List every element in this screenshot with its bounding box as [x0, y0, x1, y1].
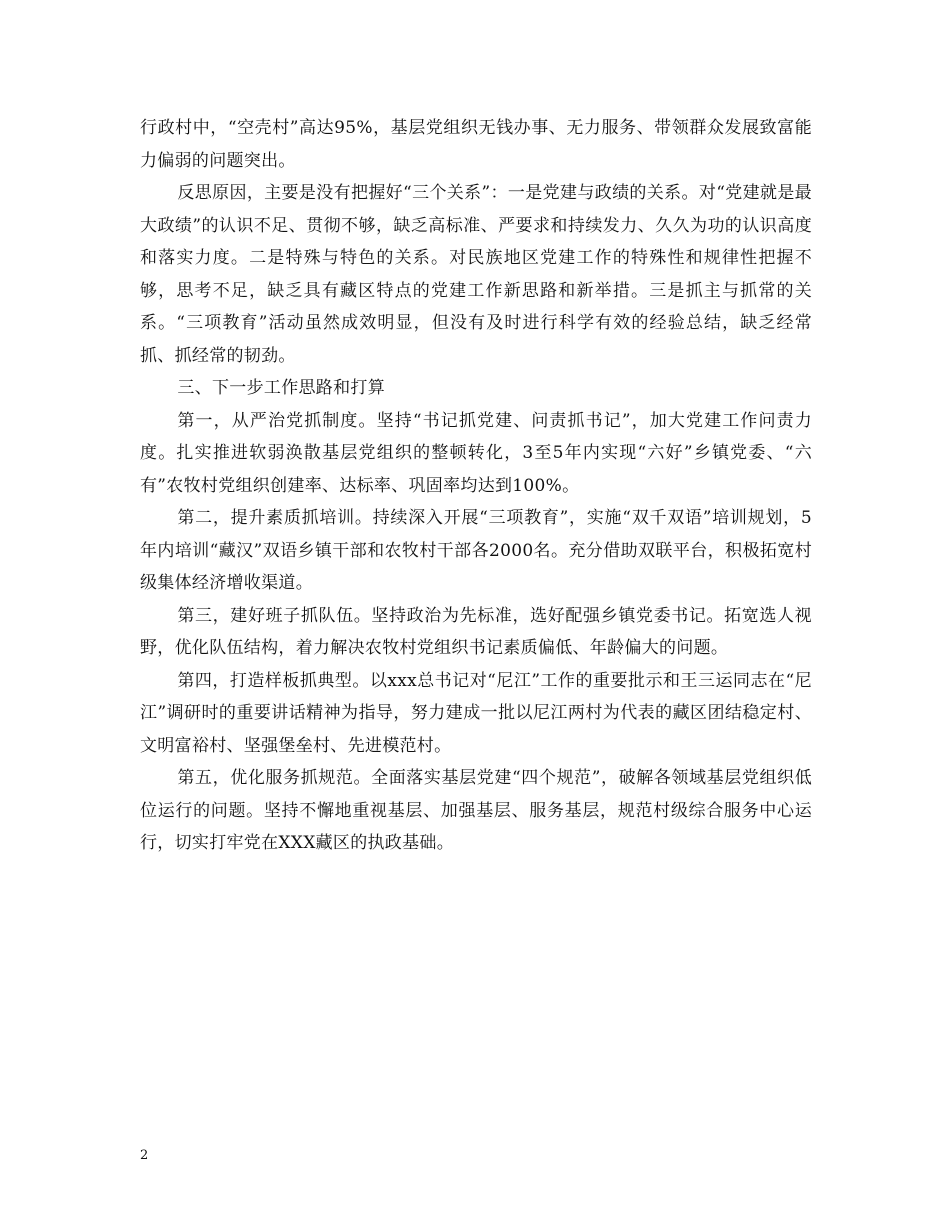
paragraph-point-4: 第四，打造样板抓典型。以xxx总书记对“尼江”工作的重要批示和王三运同志在“尼江”调研时的重要讲话精神为指导，努力建成一批以尼江两村为代表的藏区团结稳定村、文明富裕村、坚强堡垒村、先进模范村。: [140, 670, 812, 756]
paragraph-point-1: 第一，从严治党抓制度。坚持“书记抓党建、问责抓书记”，加大党建工作问责力度。扎实推进软弱涣散基层党组织的整顿转化，3至5年内实现“六好”乡镇党委、“六有”农牧村党组织创建率、达标率、巩固率均达到100%。: [140, 410, 812, 496]
paragraph-reflection: 反思原因，主要是没有把握好“三个关系”：一是党建与政绩的关系。对“党建就是最大政绩”的认识不足、贯彻不够，缺乏高标准、严要求和持续发力、久久为功的认识高度和落实力度。二是特殊与特色的关系。对民族地区党建工作的特殊性和规律性把握不够，思考不足，缺乏具有藏区特点的党建工作新思路和新举措。三是抓主与抓常的关系。“三项教育”活动虽然成效明显，但没有及时进行科学有效的经验总结，缺乏经常抓、抓经常的韧劲。: [140, 183, 812, 366]
paragraph-point-3: 第三，建好班子抓队伍。坚持政治为先标准，选好配强乡镇党委书记。拓宽选人视野，优化队伍结构，着力解决农牧村党组织书记素质偏低、年龄偏大的问题。: [140, 605, 812, 658]
page-number: 2: [140, 1148, 149, 1163]
section-heading: 三、下一步工作思路和打算: [177, 378, 385, 398]
document-body: [140, 112, 812, 860]
paragraph-continuation: 行政村中，“空壳村”高达95%，基层党组织无钱办事、无力服务、带领群众发展致富能力偏弱的问题突出。: [140, 118, 812, 171]
paragraph-point-2: 第二，提升素质抓培训。持续深入开展“三项教育”，实施“双千双语”培训规划，5年内培训“藏汉”双语乡镇干部和农牧村干部各2000名。充分借助双联平台，积极拓宽村级集体经济增收渠道。: [140, 508, 812, 593]
paragraph-point-5: 第五，优化服务抓规范。全面落实基层党建“四个规范”，破解各领域基层党组织低位运行的问题。坚持不懈地重视基层、加强基层、服务基层，规范村级综合服务中心运行，切实打牢党在XXX藏区的执政基础。: [140, 768, 812, 853]
